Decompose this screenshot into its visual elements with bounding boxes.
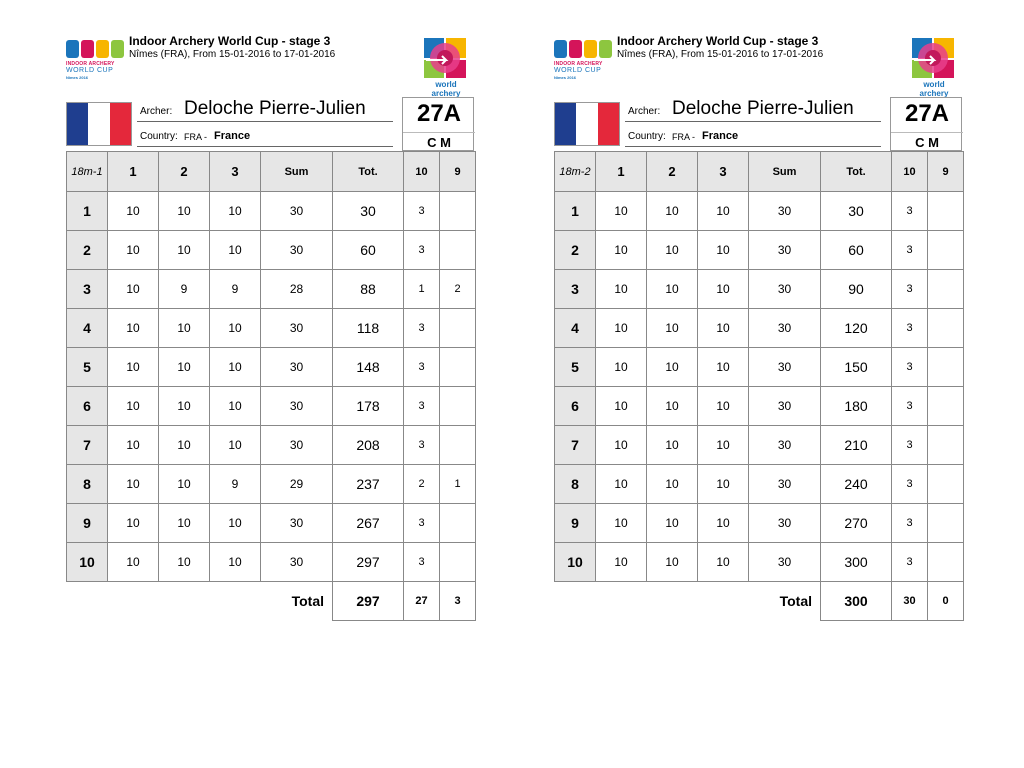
nines-header: 9 (440, 152, 476, 192)
arrow-2: 10 (159, 387, 210, 426)
score-row (67, 387, 476, 426)
end-number: 7 (67, 426, 108, 465)
country-name: France (214, 130, 251, 142)
tens-header: 10 (892, 152, 928, 192)
score-row (555, 387, 964, 426)
arrow-2: 10 (647, 348, 698, 387)
event-logo-line2: WORLD CUP (66, 67, 114, 74)
end-sum: 30 (749, 504, 821, 543)
end-number: 3 (67, 270, 108, 309)
arrow-3: 10 (698, 504, 749, 543)
score-row (67, 426, 476, 465)
score-row (555, 426, 964, 465)
end-number: 8 (555, 465, 596, 504)
end-sum: 30 (749, 426, 821, 465)
total-label: Total (291, 593, 324, 610)
score-row (555, 231, 964, 270)
running-total: 60 (333, 231, 404, 270)
arrow-1: 10 (108, 465, 159, 504)
arrow-2: 10 (647, 465, 698, 504)
running-total: 150 (821, 348, 892, 387)
event-title: Indoor Archery World Cup - stage 3 (129, 34, 331, 48)
score-table (554, 151, 964, 621)
nines-count (440, 387, 476, 426)
arrow-3: 10 (698, 465, 749, 504)
end-number: 5 (555, 348, 596, 387)
arrow-3: 10 (698, 387, 749, 426)
country-label: Country: (140, 131, 178, 142)
arrow-2: 10 (647, 309, 698, 348)
event-logo-line1: INDOOR ARCHERY (554, 61, 603, 67)
arrow1-header: 1 (596, 152, 647, 192)
tens-count: 2 (404, 465, 440, 504)
country-underline (137, 146, 393, 147)
end-sum: 30 (261, 387, 333, 426)
nines-count (440, 192, 476, 231)
tens-count: 1 (404, 270, 440, 309)
arrow-1: 10 (596, 192, 647, 231)
world-archery-label: world archery (431, 80, 461, 98)
score-header-row (555, 152, 964, 192)
score-row (67, 270, 476, 309)
arrow-2: 10 (159, 465, 210, 504)
nines-count (928, 426, 964, 465)
score-row (67, 192, 476, 231)
total-nines: 3 (440, 582, 476, 621)
end-sum: 30 (261, 309, 333, 348)
nines-count (440, 348, 476, 387)
tens-count: 3 (404, 504, 440, 543)
end-sum: 28 (261, 270, 333, 309)
running-total: 120 (821, 309, 892, 348)
score-header-row (67, 152, 476, 192)
score-row (555, 192, 964, 231)
country-label: Country: (628, 131, 666, 142)
event-logo (66, 40, 126, 86)
arrow-3: 10 (698, 231, 749, 270)
arrow-1: 10 (108, 231, 159, 270)
end-sum: 30 (749, 465, 821, 504)
end-number: 9 (555, 504, 596, 543)
nines-count (928, 231, 964, 270)
tens-count: 3 (404, 348, 440, 387)
sum-header: Sum (749, 152, 821, 192)
country-name: France (702, 130, 739, 142)
end-sum: 30 (749, 387, 821, 426)
score-row (555, 504, 964, 543)
archer-underline (625, 121, 881, 122)
end-number: 2 (67, 231, 108, 270)
arrow-1: 10 (108, 270, 159, 309)
nines-count (440, 309, 476, 348)
total-row (555, 582, 964, 621)
nines-count (928, 387, 964, 426)
nines-count (928, 348, 964, 387)
nines-count: 2 (440, 270, 476, 309)
running-total: 237 (333, 465, 404, 504)
running-total: 240 (821, 465, 892, 504)
total-score: 297 (333, 582, 404, 621)
arrow-2: 10 (647, 426, 698, 465)
distance-header: 18m-1 (67, 152, 108, 192)
arrow3-header: 3 (698, 152, 749, 192)
tens-count: 3 (892, 387, 928, 426)
arrow-2: 10 (647, 543, 698, 582)
score-row (67, 309, 476, 348)
total-score: 300 (821, 582, 892, 621)
end-sum: 30 (261, 348, 333, 387)
arrow-2: 10 (647, 231, 698, 270)
end-sum: 30 (749, 543, 821, 582)
event-title: Indoor Archery World Cup - stage 3 (617, 34, 819, 48)
category: C M (427, 135, 451, 150)
end-sum: 30 (749, 348, 821, 387)
target-number: 27A (904, 100, 950, 127)
tens-count: 3 (404, 231, 440, 270)
running-total: 30 (333, 192, 404, 231)
tens-count: 3 (892, 231, 928, 270)
arrow-2: 10 (159, 192, 210, 231)
arrow-2: 10 (159, 348, 210, 387)
running-total: 90 (821, 270, 892, 309)
arrow-3: 10 (698, 426, 749, 465)
end-number: 8 (67, 465, 108, 504)
arrow-3: 10 (210, 231, 261, 270)
nines-count (440, 504, 476, 543)
arrow-3: 10 (698, 309, 749, 348)
score-row (555, 270, 964, 309)
running-total: 60 (821, 231, 892, 270)
running-total: 300 (821, 543, 892, 582)
running-total: 208 (333, 426, 404, 465)
arrow-3: 10 (210, 504, 261, 543)
france-flag (554, 102, 620, 146)
archer-label: Archer: (628, 106, 661, 117)
score-row (67, 348, 476, 387)
arrow-2: 10 (647, 504, 698, 543)
end-number: 3 (555, 270, 596, 309)
event-subtitle: Nîmes (FRA), From 15-01-2016 to 17-01-2016 (617, 49, 824, 60)
end-sum: 29 (261, 465, 333, 504)
world-archery-target-icon (420, 36, 472, 80)
event-logo-line1: INDOOR ARCHERY (66, 61, 115, 67)
nines-count (928, 192, 964, 231)
end-number: 1 (555, 192, 596, 231)
running-total: 88 (333, 270, 404, 309)
end-sum: 30 (261, 426, 333, 465)
event-logo-line3: Nimes 2016 (66, 75, 89, 80)
arrow-3: 10 (210, 387, 261, 426)
tens-count: 3 (404, 309, 440, 348)
world-archery-logo (420, 36, 472, 98)
total-header: Tot. (821, 152, 892, 192)
target-box (890, 97, 962, 151)
running-total: 178 (333, 387, 404, 426)
tens-count: 3 (892, 465, 928, 504)
running-total: 148 (333, 348, 404, 387)
score-row (555, 309, 964, 348)
tens-count: 3 (892, 309, 928, 348)
score-row (555, 348, 964, 387)
arrow-3: 10 (698, 192, 749, 231)
nines-count (440, 543, 476, 582)
end-sum: 30 (261, 543, 333, 582)
archer-name: Deloche Pierre-Julien (184, 98, 366, 119)
arrow-1: 10 (596, 426, 647, 465)
arrow-2: 10 (159, 426, 210, 465)
arrow-3: 10 (698, 270, 749, 309)
running-total: 267 (333, 504, 404, 543)
arrow-1: 10 (108, 192, 159, 231)
end-sum: 30 (261, 192, 333, 231)
end-number: 10 (67, 543, 108, 582)
tens-count: 3 (404, 543, 440, 582)
score-table (66, 151, 476, 621)
running-total: 297 (333, 543, 404, 582)
target-box (402, 97, 474, 151)
arrow-3: 10 (210, 348, 261, 387)
france-flag (66, 102, 132, 146)
tens-count: 3 (892, 348, 928, 387)
total-label: Total (779, 593, 812, 610)
score-row (67, 231, 476, 270)
arrow-2: 10 (159, 543, 210, 582)
score-row (555, 543, 964, 582)
end-number: 10 (555, 543, 596, 582)
nines-count (928, 465, 964, 504)
scorecard-1 (62, 0, 482, 640)
target-number: 27A (416, 100, 462, 127)
arrow-2: 10 (647, 192, 698, 231)
nines-count (928, 543, 964, 582)
arrow-1: 10 (596, 543, 647, 582)
archer-underline (137, 121, 393, 122)
running-total: 118 (333, 309, 404, 348)
arrow-2: 10 (159, 231, 210, 270)
end-sum: 30 (261, 231, 333, 270)
tens-count: 3 (404, 426, 440, 465)
tens-header: 10 (404, 152, 440, 192)
arrow-1: 10 (108, 348, 159, 387)
end-number: 5 (67, 348, 108, 387)
arrow-1: 10 (108, 426, 159, 465)
score-row (67, 465, 476, 504)
arrow-2: 10 (647, 387, 698, 426)
end-sum: 30 (749, 309, 821, 348)
nines-count (440, 426, 476, 465)
nines-count (928, 270, 964, 309)
total-row (67, 582, 476, 621)
score-row (67, 543, 476, 582)
country-underline (625, 146, 881, 147)
arrow-1: 10 (596, 270, 647, 309)
nines-header: 9 (928, 152, 964, 192)
country-code: FRA - (672, 132, 696, 142)
distance-header: 18m-2 (555, 152, 596, 192)
arrow3-header: 3 (210, 152, 261, 192)
arrow-3: 10 (210, 543, 261, 582)
event-logo-line3: Nimes 2016 (554, 75, 577, 80)
arrow-1: 10 (596, 348, 647, 387)
end-number: 4 (555, 309, 596, 348)
arrow-1: 10 (596, 504, 647, 543)
end-number: 7 (555, 426, 596, 465)
end-sum: 30 (261, 504, 333, 543)
running-total: 180 (821, 387, 892, 426)
tens-count: 3 (404, 387, 440, 426)
score-row (67, 504, 476, 543)
total-nines: 0 (928, 582, 964, 621)
end-number: 6 (67, 387, 108, 426)
arrow-3: 9 (210, 465, 261, 504)
arrow-3: 10 (210, 426, 261, 465)
sum-header: Sum (261, 152, 333, 192)
arrow-1: 10 (108, 387, 159, 426)
end-number: 4 (67, 309, 108, 348)
arrow-1: 10 (108, 504, 159, 543)
nines-count (928, 309, 964, 348)
tens-count: 3 (404, 192, 440, 231)
nines-count (928, 504, 964, 543)
arrow-2: 10 (159, 309, 210, 348)
arrow-1: 10 (108, 543, 159, 582)
category: C M (915, 135, 939, 150)
arrow-1: 10 (108, 309, 159, 348)
score-row (555, 465, 964, 504)
arrow-3: 10 (698, 543, 749, 582)
arrow-3: 9 (210, 270, 261, 309)
end-number: 2 (555, 231, 596, 270)
end-sum: 30 (749, 270, 821, 309)
arrow-2: 10 (159, 504, 210, 543)
end-sum: 30 (749, 231, 821, 270)
arrow-3: 10 (210, 309, 261, 348)
arrow2-header: 2 (647, 152, 698, 192)
archer-name: Deloche Pierre-Julien (672, 98, 854, 119)
arrow-2: 10 (647, 270, 698, 309)
event-logo-line2: WORLD CUP (554, 67, 602, 74)
world-archery-logo (908, 36, 960, 98)
end-number: 6 (555, 387, 596, 426)
world-archery-target-icon (908, 36, 960, 80)
running-total: 210 (821, 426, 892, 465)
running-total: 270 (821, 504, 892, 543)
event-subtitle: Nîmes (FRA), From 15-01-2016 to 17-01-2016 (129, 49, 336, 60)
arrow-1: 10 (596, 465, 647, 504)
arrow-3: 10 (210, 192, 261, 231)
tens-count: 3 (892, 270, 928, 309)
tens-count: 3 (892, 543, 928, 582)
total-tens: 27 (404, 582, 440, 621)
arrow1-header: 1 (108, 152, 159, 192)
world-archery-label: world archery (919, 80, 949, 98)
event-logo (554, 40, 614, 86)
running-total: 30 (821, 192, 892, 231)
country-code: FRA - (184, 132, 208, 142)
nines-count (440, 231, 476, 270)
tens-count: 3 (892, 504, 928, 543)
total-tens: 30 (892, 582, 928, 621)
arrow-3: 10 (698, 348, 749, 387)
tens-count: 3 (892, 192, 928, 231)
total-header: Tot. (333, 152, 404, 192)
arrow-1: 10 (596, 387, 647, 426)
arrow-1: 10 (596, 231, 647, 270)
arrow-1: 10 (596, 309, 647, 348)
end-number: 1 (67, 192, 108, 231)
arrow-2: 9 (159, 270, 210, 309)
nines-count: 1 (440, 465, 476, 504)
end-number: 9 (67, 504, 108, 543)
scorecard-2 (550, 0, 970, 640)
archer-label: Archer: (140, 106, 173, 117)
end-sum: 30 (749, 192, 821, 231)
arrow2-header: 2 (159, 152, 210, 192)
tens-count: 3 (892, 426, 928, 465)
